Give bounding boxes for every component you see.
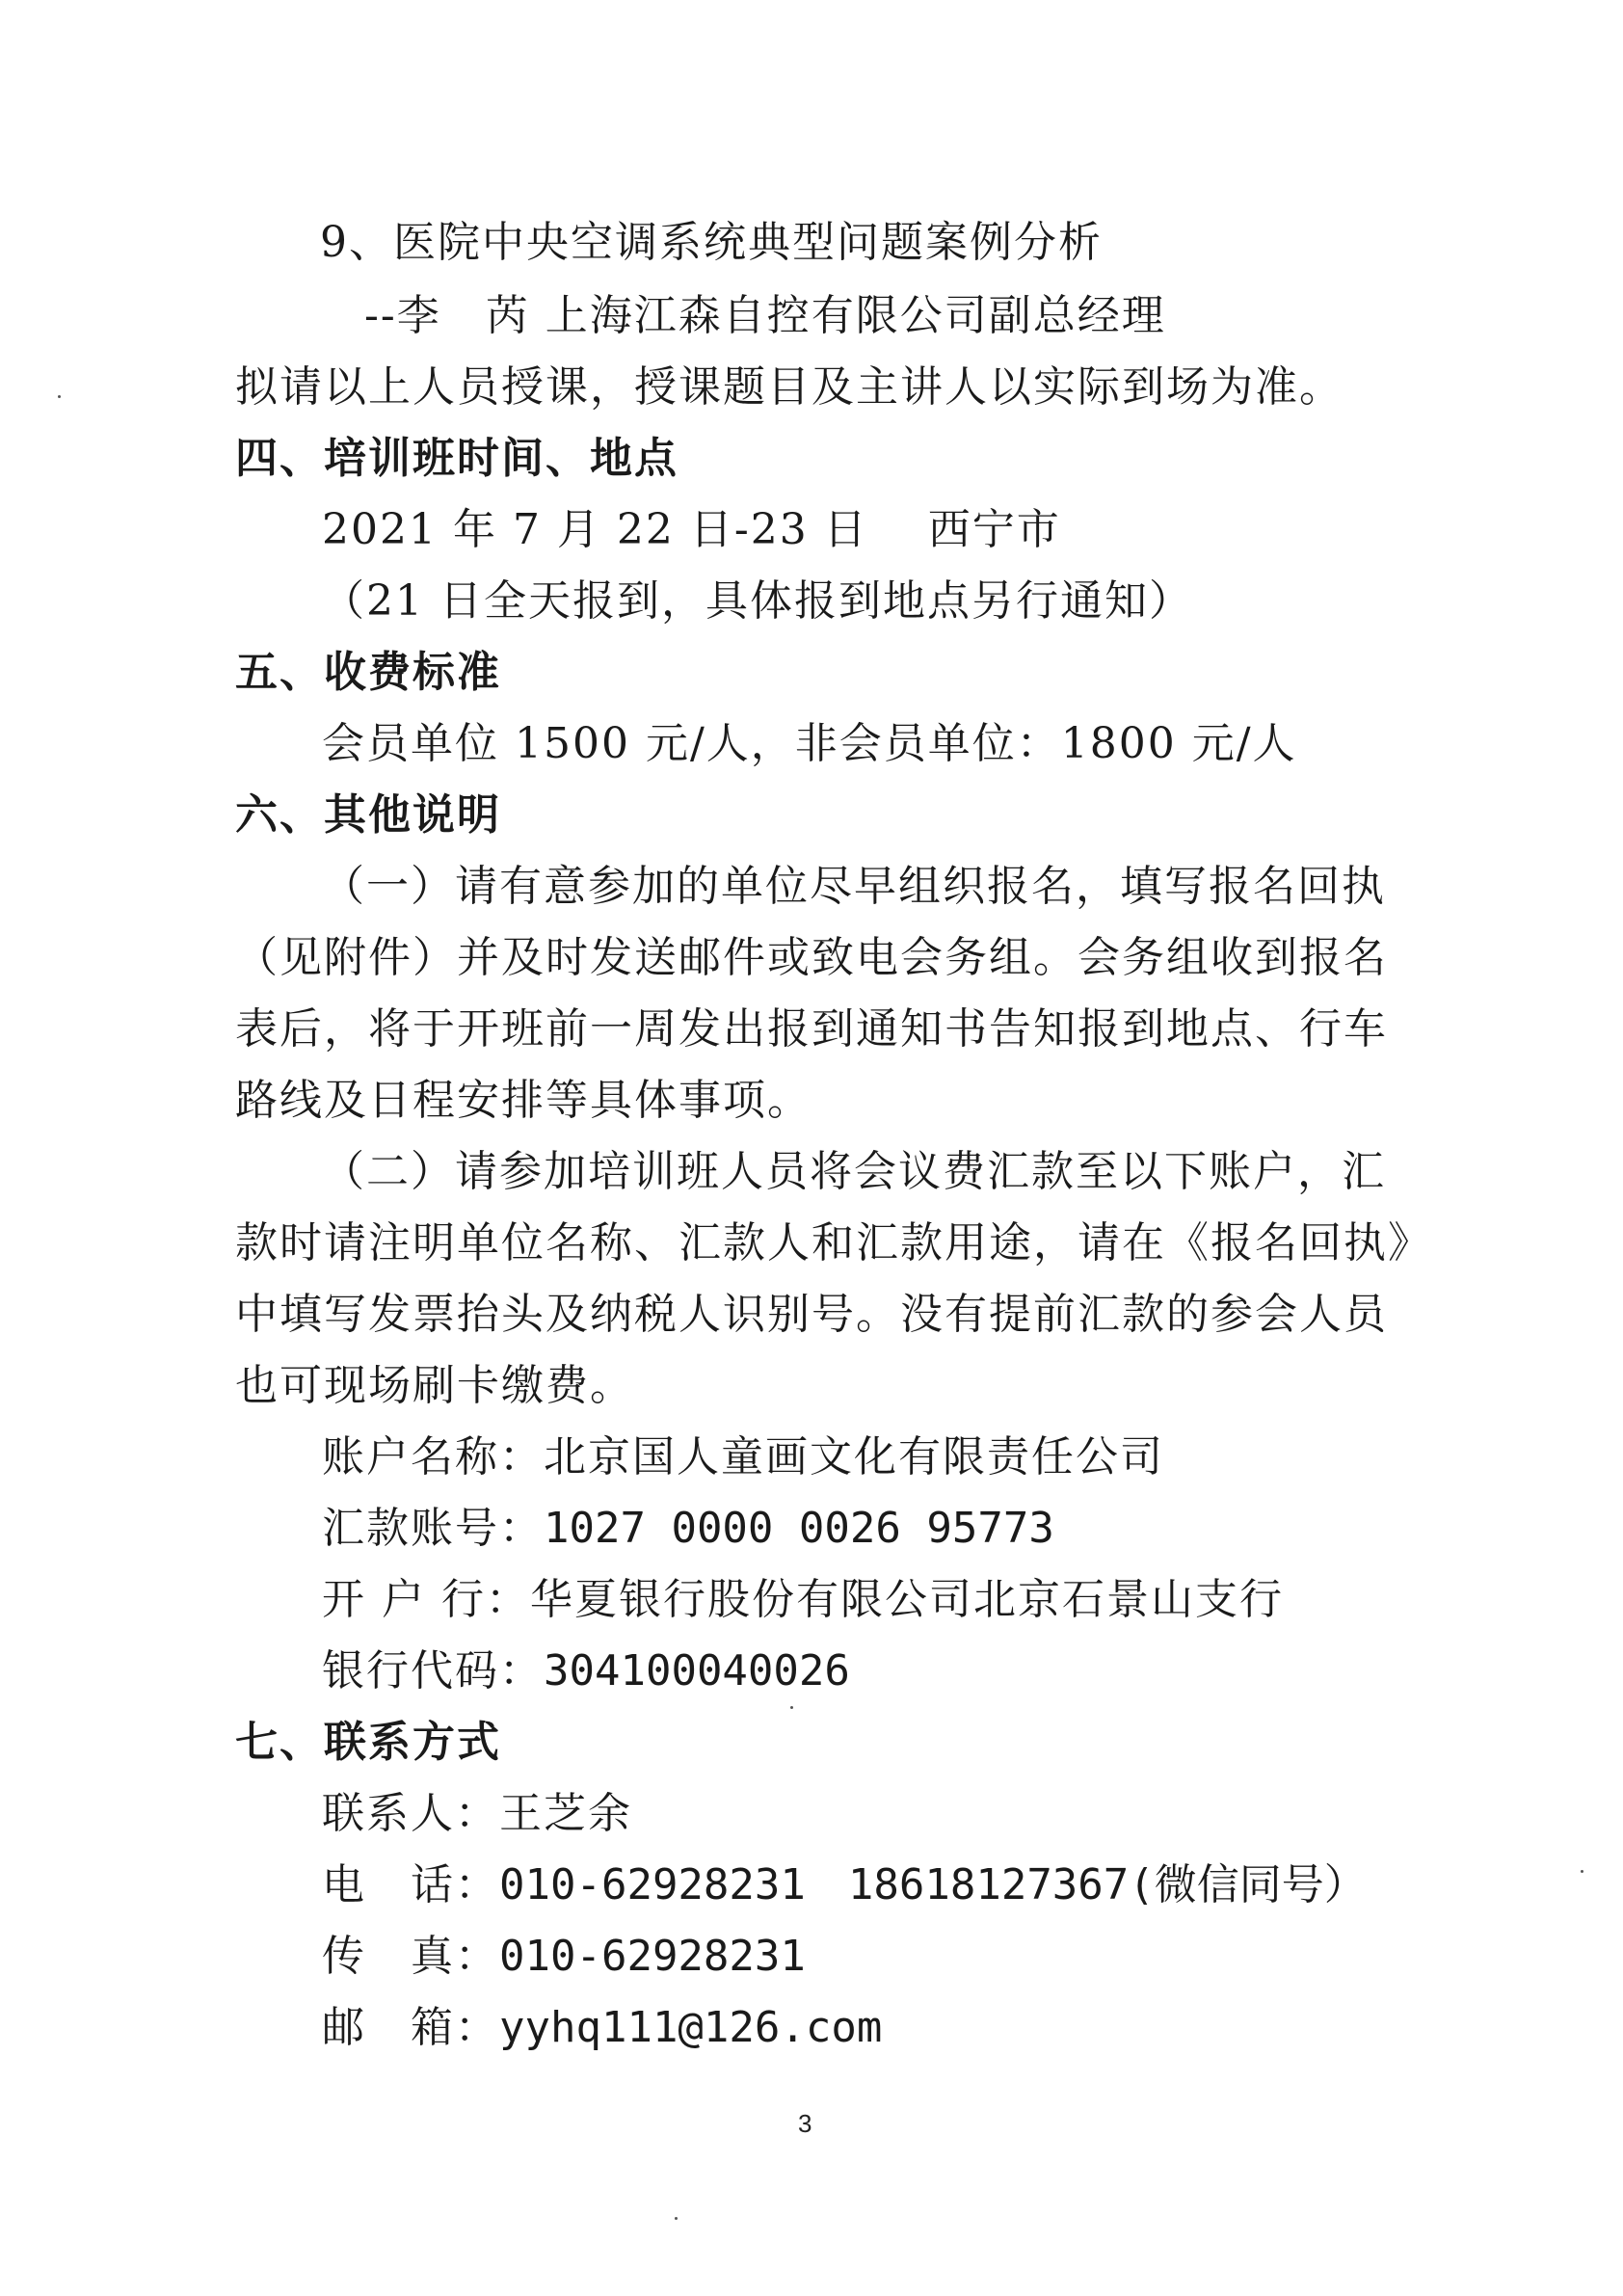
phone-label: 电 话： [322, 1860, 499, 1909]
phone-value: 010-62928231 18618127367(微信同号） [499, 1860, 1367, 1909]
bank-code-value: 304100040026 [544, 1646, 850, 1695]
fax-label: 传 真： [322, 1932, 499, 1981]
section-5-heading: 五、收费标准 [235, 648, 501, 697]
item-9-speaker: --李 芮 上海江森自控有限公司副总经理 [364, 291, 1166, 340]
account-number-value: 1027 0000 0026 95773 [544, 1504, 1054, 1553]
phone-row [322, 1856, 1367, 1914]
section-4-heading: 四、培训班时间、地点 [235, 434, 678, 483]
contact-row [322, 1785, 632, 1843]
item-9-title: 9、医院中央空调系统典型问题案例分析 [320, 218, 1103, 267]
instructor-note: 拟请以上人员授课，授课题目及主讲人以实际到场为准。 [235, 362, 1344, 412]
scan-speck [58, 395, 61, 398]
para1-line-4: 路线及日程安排等具体事项。 [235, 1076, 812, 1125]
contact-value: 王芝余 [499, 1789, 632, 1838]
account-number-row [322, 1500, 1054, 1558]
bank-row [322, 1571, 1284, 1629]
scan-speck [1581, 1870, 1583, 1873]
bank-label: 开 户 行： [322, 1575, 530, 1624]
bank-value: 华夏银行股份有限公司北京石景山支行 [529, 1575, 1284, 1624]
para1-line-3: 表后，将于开班前一周发出报到通知书告知报到地点、行车 [235, 1004, 1388, 1054]
fax-row [322, 1928, 806, 1986]
account-name-value: 北京国人童画文化有限责任公司 [544, 1432, 1164, 1482]
email-row [322, 1999, 882, 2057]
para2-line-3: 中填写发票抬头及纳税人识别号。没有提前汇款的参会人员 [235, 1290, 1388, 1339]
account-name-label: 账户名称： [322, 1432, 544, 1482]
section-6-heading: 六、其他说明 [235, 790, 501, 840]
para2-line-2: 款时请注明单位名称、汇款人和汇款用途，请在《报名回执》 [235, 1218, 1432, 1268]
account-number-label: 汇款账号： [322, 1504, 544, 1553]
scan-speck [675, 2217, 678, 2220]
para1-line-1: （一）请有意参加的单位尽早组织报名，填写报名回执 [322, 862, 1386, 911]
bank-code-label: 银行代码： [322, 1646, 544, 1695]
contact-label: 联系人： [322, 1789, 499, 1838]
email-label: 邮 箱： [322, 2003, 499, 2052]
section-7-heading: 七、联系方式 [235, 1718, 501, 1767]
fax-value: 010-62928231 [499, 1932, 806, 1981]
fee-standard: 会员单位 1500 元/人，非会员单位：1800 元/人 [322, 719, 1297, 768]
page-number: 3 [798, 2109, 812, 2138]
scan-speck [790, 1706, 793, 1709]
email-value: yyhq111@126.com [499, 2003, 883, 2052]
para2-line-4: 也可现场刷卡缴费。 [235, 1361, 634, 1410]
account-name-row [322, 1428, 1164, 1486]
para1-line-2: （见附件）并及时发送邮件或致电会务组。会务组收到报名 [235, 933, 1388, 982]
para2-line-1: （二）请参加培训班人员将会议费汇款至以下账户，汇 [322, 1147, 1386, 1196]
bank-code-row [322, 1642, 850, 1700]
training-date-place: 2021 年 7 月 22 日-23 日 西宁市 [322, 505, 1061, 554]
checkin-note: （21 日全天报到，具体报到地点另行通知） [322, 576, 1193, 626]
